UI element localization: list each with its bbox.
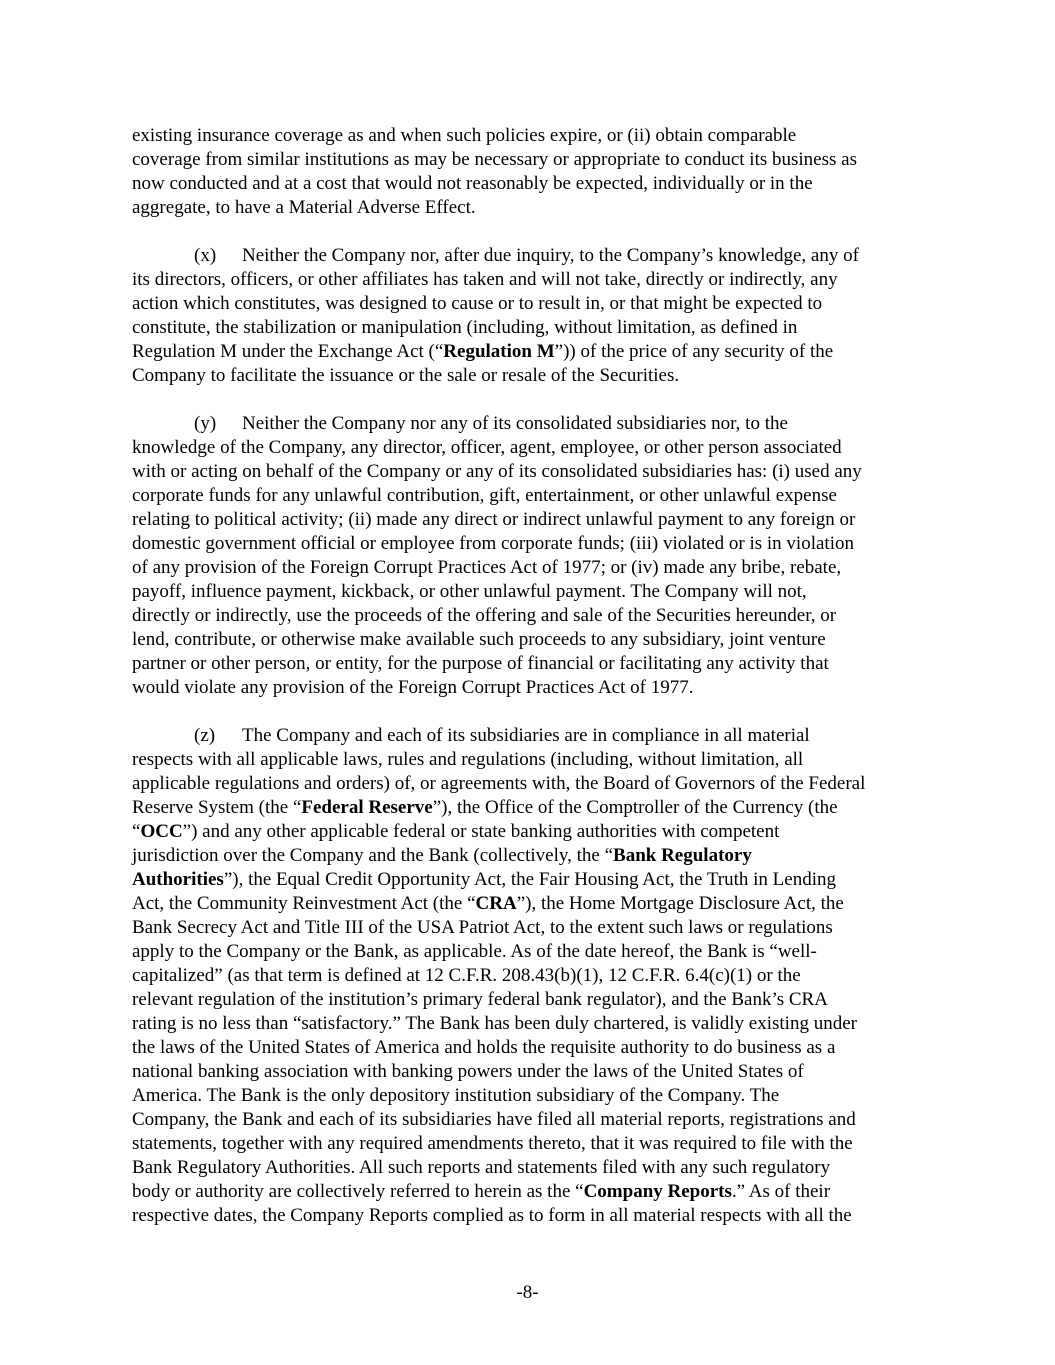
text-line: coverage from similar institutions as may be necessary or appropriate to conduct its business as [132, 149, 857, 170]
text-line [132, 796, 932, 820]
text-line: constitute, the stabilization or manipulation (including, without limitation, as defined in [132, 317, 798, 338]
defined-term: Bank Regulatory [613, 845, 752, 866]
text-line: capitalized” (as that term is defined at 12 C.F.R. 208.43(b)(1), 12 C.F.R. 6.4(c)(1) or the [132, 965, 801, 986]
text-line: Bank Regulatory Authorities. All such reports and statements filed with any such regulatory [132, 1157, 831, 1178]
defined-term: Company Reports [583, 1181, 732, 1202]
text-line: partner or other person, or entity, for the purpose of financial or facilitating any activity that [132, 653, 829, 674]
page-number: -8- [516, 1282, 539, 1303]
text-line: the laws of the United States of America and holds the requisite authority to do business as a [132, 1037, 836, 1058]
text-span: ”), the Equal Credit Opportunity Act, the Fair Housing Act, the Truth in Lending [223, 869, 836, 890]
section-label: (y) [194, 413, 217, 434]
text-span: Reserve System (the “ [132, 797, 302, 818]
text-span: body or authority are collectively referred to herein as the “ [132, 1181, 584, 1202]
text-line: directly or indirectly, use the proceeds of the offering and sale of the Securities hereunder, or [132, 605, 837, 626]
defined-term: Federal Reserve [301, 797, 433, 818]
text-span: ”), the Office of the Comptroller of the Currency (the [432, 797, 838, 818]
text-line: action which constitutes, was designed to cause or to result in, or that might be expected to [132, 293, 823, 314]
defined-term: OCC [140, 821, 183, 842]
text-line: domestic government official or employee from corporate funds; (iii) violated or is in violation [132, 533, 854, 554]
text-line: now conducted and at a cost that would not reasonably be expected, individually or in the [132, 173, 813, 194]
text-line: Company, the Bank and each of its subsidiaries have filed all material reports, registrations and [132, 1109, 856, 1130]
section-first-line [132, 412, 932, 436]
text-line: knowledge of the Company, any director, officer, agent, employee, or other person associated [132, 437, 842, 458]
text-span: ”)) of the price of any security of the [554, 341, 834, 362]
text-line: corporate funds for any unlawful contribution, gift, entertainment, or other unlawful expense [132, 485, 837, 506]
text-span: “ [132, 821, 141, 842]
text-span: The Company and each of its subsidiaries are in compliance in all material [242, 725, 810, 746]
section-first-line [132, 244, 932, 268]
text-line: lend, contribute, or otherwise make available such proceeds to any subsidiary, joint venture [132, 629, 826, 650]
text-line [132, 844, 932, 868]
text-span: Neither the Company nor any of its consolidated subsidiaries nor, to the [242, 413, 788, 434]
text-line: would violate any provision of the Foreign Corrupt Practices Act of 1977. [132, 677, 694, 698]
text-line: respective dates, the Company Reports complied as to form in all material respects with all the [132, 1205, 852, 1226]
text-line: aggregate, to have a Material Adverse Effect. [132, 197, 476, 218]
section-z-paragraph [132, 724, 932, 1228]
text-line [132, 1180, 932, 1204]
text-line [132, 868, 932, 892]
text-line: applicable regulations and orders) of, or agreements with, the Board of Governors of the Federal [132, 773, 866, 794]
text-line: of any provision of the Foreign Corrupt Practices Act of 1977; or (iv) made any bribe, rebate, [132, 557, 842, 578]
section-y-paragraph [132, 412, 932, 700]
section-first-line [132, 724, 932, 748]
text-line: Bank Secrecy Act and Title III of the USA Patriot Act, to the extent such laws or regulations [132, 917, 833, 938]
defined-term: Authorities [132, 869, 224, 890]
text-span: Regulation M under the Exchange Act (“ [132, 341, 444, 362]
text-line: national banking association with banking powers under the laws of the United States of [132, 1061, 804, 1082]
text-line [132, 340, 932, 364]
text-line [132, 820, 932, 844]
text-line: America. The Bank is the only depository institution subsidiary of the Company. The [132, 1085, 780, 1106]
defined-term: CRA [475, 893, 517, 914]
text-line: with or acting on behalf of the Company or any of its consolidated subsidiaries has: (i) used any [132, 461, 862, 482]
text-line: respects with all applicable laws, rules and regulations (including, without limitation, all [132, 749, 804, 770]
text-line: statements, together with any required amendments thereto, that it was required to file with the [132, 1133, 853, 1154]
text-span: jurisdiction over the Company and the Bank (collectively, the “ [132, 845, 614, 866]
text-line: Company to facilitate the issuance or the sale or resale of the Securities. [132, 365, 680, 386]
text-span: .” As of their [731, 1181, 831, 1202]
text-line: relating to political activity; (ii) made any direct or indirect unlawful payment to any foreign or [132, 509, 856, 530]
text-line: relevant regulation of the institution’s primary federal bank regulator), and the Bank’s CRA [132, 989, 828, 1010]
text-line [132, 892, 932, 916]
text-line: rating is no less than “satisfactory.” The Bank has been duly chartered, is validly existing under [132, 1013, 857, 1034]
text-span: Act, the Community Reinvestment Act (the “ [132, 893, 476, 914]
text-span: Neither the Company nor, after due inquiry, to the Company’s knowledge, any of [242, 245, 859, 266]
text-line: existing insurance coverage as and when such policies expire, or (ii) obtain comparable [132, 125, 797, 146]
document-page [132, 124, 932, 1252]
text-span: ”) and any other applicable federal or state banking authorities with competent [182, 821, 780, 842]
text-line: its directors, officers, or other affiliates has taken and will not take, directly or indirectly, any [132, 269, 838, 290]
section-label: (z) [194, 725, 216, 746]
intro-paragraph [132, 124, 932, 220]
section-x-paragraph [132, 244, 932, 388]
text-line: apply to the Company or the Bank, as applicable. As of the date hereof, the Bank is “well- [132, 941, 817, 962]
defined-term: Regulation M [443, 341, 555, 362]
text-line: payoff, influence payment, kickback, or other unlawful payment. The Company will not, [132, 581, 807, 602]
text-span: ”), the Home Mortgage Disclosure Act, the [516, 893, 844, 914]
section-label: (x) [194, 245, 217, 266]
